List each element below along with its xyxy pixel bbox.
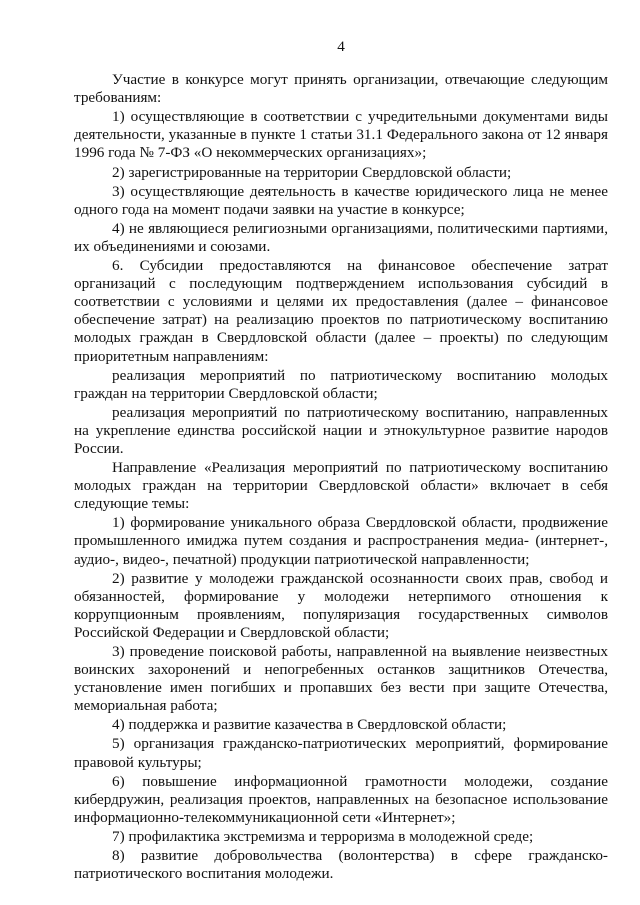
page-number: 4 (337, 38, 345, 55)
paragraph-topic-8: 8) развитие добровольчества (волонтерства) в сфере гражданско-патриотического воспитания молодежи. (74, 847, 608, 883)
paragraph-direction-topics: Направление «Реализация мероприятий по патриотическому воспитанию молодых граждан на территории Свердловской области» включает в себя следующие темы: (74, 459, 608, 513)
paragraph-requirement-3: 3) осуществляющие деятельность в качестве юридического лица не менее одного года на момент подачи заявки на участие в конкурсе; (74, 182, 608, 218)
paragraph-topic-6: 6) повышение информационной грамотности молодежи, создание кибердружин, реализация проектов, направленных на безопасное использование информационно-телекоммуникационной сети «Интернет»; (74, 772, 608, 826)
paragraph-topic-2: 2) развитие у молодежи гражданской осознанности своих прав, свобод и обязанностей, формирование у молодежи нетерпимого отношения к коррупционным проявлениям, популяризация государственных символов Российской Федерации и Свердловской области; (74, 569, 608, 641)
paragraph-direction-1: реализация мероприятий по патриотическому воспитанию молодых граждан на территории Свердловской области; (74, 366, 608, 402)
paragraph-topic-4: 4) поддержка и развитие казачества в Свердловской области; (112, 716, 507, 734)
paragraph-requirement-2: 2) зарегистрированные на территории Свердловской области; (112, 163, 512, 181)
paragraph-requirement-4: 4) не являющиеся религиозными организациями, политическими партиями, их объединениями и союзами. (74, 219, 608, 255)
paragraph-topic-5: 5) организация гражданско-патриотических мероприятий, формирование правовой культуры; (74, 735, 608, 771)
paragraph-direction-2: реализация мероприятий по патриотическому воспитанию, направленных на укрепление единства российской нации и этнокультурное развитие народов России. (74, 403, 608, 457)
paragraph-topic-1: 1) формирование уникального образа Свердловской области, продвижение промышленного имиджа путем создания и распространения медиа- (интернет-, аудио-, видео-, печатной) продукции патриотической направленности; (74, 514, 608, 568)
document-page (74, 38, 608, 883)
paragraph-subsidies: 6. Субсидии предоставляются на финансовое обеспечение затрат организаций с последующим подтверждением использования субсидий в соответствии с условиями и целями их предоставления (далее – финансовое обеспечение затрат) на реализацию проектов по патриотическому воспитанию молодых граждан в Свердловской области (далее – проекты) по следующим приоритетным направлениям: (74, 257, 608, 365)
paragraph-topic-7: 7) профилактика экстремизма и терроризма в молодежной среде; (112, 827, 534, 845)
paragraph-intro: Участие в конкурсе могут принять организации, отвечающие следующим требованиям: (74, 71, 608, 107)
paragraph-topic-3: 3) проведение поисковой работы, направленной на выявление неизвестных воинских захоронений и непогребенных останков защитников Отечества, установление имен погибших и пропавших без вести при защите Отечества, мемориальная работа; (74, 643, 608, 715)
paragraph-requirement-1: 1) осуществляющие в соответствии с учредительными документами виды деятельности, указанные в пункте 1 статьи 31.1 Федерального закона от 12 января 1996 года № 7-ФЗ «О некоммерческих организациях»; (74, 108, 608, 162)
